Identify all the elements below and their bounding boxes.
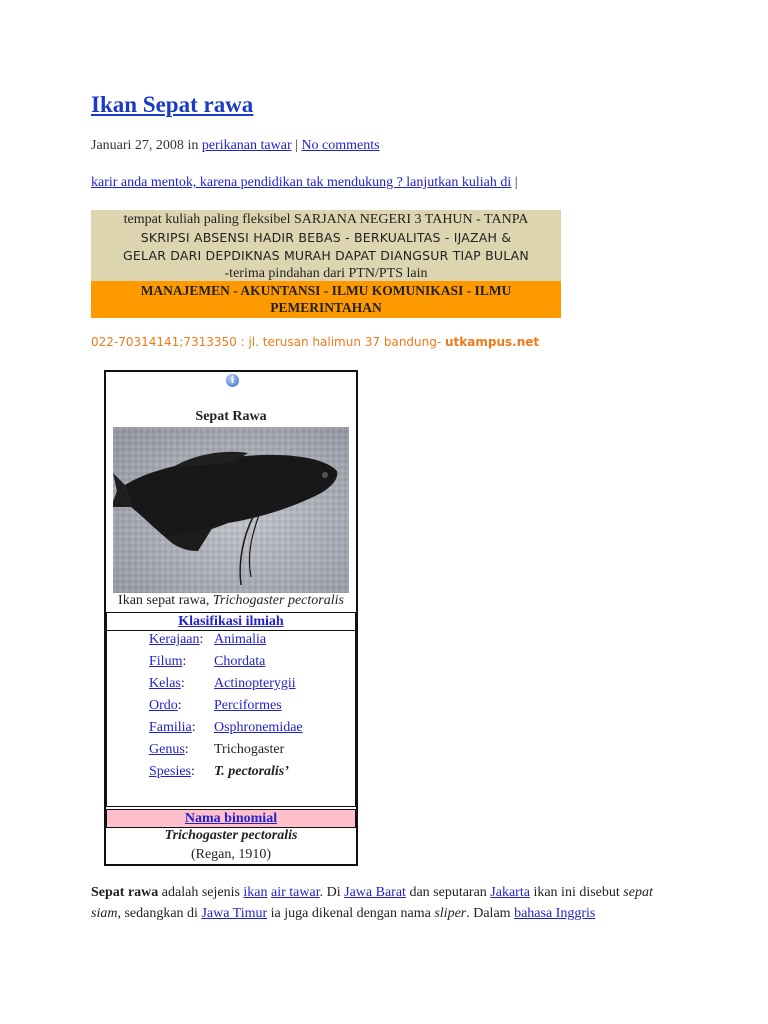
taxon-value-link[interactable]: Osphronemidae [214, 720, 303, 735]
link-bahasa-inggris[interactable]: bahasa Inggris [514, 906, 596, 921]
taxon-value: T. pectoralis’ [214, 764, 289, 779]
taxon-rank-link[interactable]: Familia [149, 720, 192, 735]
taxon-value-link[interactable]: Chordata [214, 654, 266, 669]
text: , sedangkan di [117, 906, 202, 921]
taxon-value-link[interactable]: Perciformes [214, 698, 282, 713]
ad-programs-line: MANAJEMEN - AKUNTANSI - ILMU KOMUNIKASI - ILMU [140, 283, 512, 298]
taxobox-title: Sepat Rawa [195, 409, 267, 424]
binomial-header [106, 809, 356, 828]
contact-site: utkampus.net [445, 335, 540, 349]
promo-link[interactable]: karir anda mentok, karena pendidikan tak mendukung ? lanjutkan kuliah di [91, 175, 512, 190]
ad-line: GELAR DARI DEPDIKNAS MURAH DAPAT DIANGSUR TIAP BULAN [123, 248, 529, 263]
article-paragraph [91, 882, 681, 924]
taxon-row: Ordo: Perciformes [149, 698, 282, 713]
text: dan seputaran [405, 885, 491, 900]
contact-line [91, 335, 539, 349]
taxon-rank-link[interactable]: Ordo [149, 698, 178, 713]
post-meta [91, 138, 380, 154]
term-bold: Sepat rawa [91, 885, 159, 900]
caption-text: Ikan sepat rawa, [118, 593, 213, 608]
taxon-row: Kerajaan: Animalia [149, 632, 267, 647]
text: adalah sejenis [158, 885, 244, 900]
taxon-row: Familia: Osphronemidae [149, 720, 303, 735]
taxon-row: Filum: Chordata [149, 654, 266, 669]
italic-term: sepat siam [91, 885, 653, 921]
promo-trailing: | [511, 175, 518, 190]
info-icon[interactable]: i [226, 374, 239, 387]
ad-line: -terima pindahan dari PTN/PTS lain [224, 266, 428, 281]
fish-photo[interactable] [113, 427, 349, 593]
post-title-link[interactable]: Ikan Sepat rawa [91, 92, 254, 117]
taxon-value-link[interactable]: Animalia [214, 632, 267, 647]
post-title [91, 92, 253, 118]
link-jakarta[interactable]: Jakarta [490, 885, 530, 900]
taxon-row: Spesies: T. pectoralis’ [149, 764, 289, 779]
classification-link[interactable]: Klasifikasi ilmiah [178, 614, 284, 629]
text: ikan ini disebut [529, 885, 624, 900]
classification-header [106, 612, 356, 631]
taxon-rank-link[interactable]: Filum [149, 654, 183, 669]
binomial-link[interactable]: Nama binomial [184, 811, 278, 826]
italic-term: sliper [434, 906, 467, 921]
link-air-tawar[interactable]: air tawar [271, 885, 320, 900]
caption-species: Trichogaster pectoralis [212, 593, 344, 608]
ad-programs-line: PEMERINTAHAN [270, 300, 382, 315]
comments-link[interactable]: No comments [301, 138, 380, 153]
link-jawa-barat[interactable]: Jawa Barat [344, 885, 406, 900]
promo-line [91, 175, 518, 191]
text: . Dalam [466, 906, 515, 921]
ad-line: SKRIPSI ABSENSI HADIR BEBAS - BERKUALITAS - IJAZAH & [140, 230, 512, 245]
taxon-rank-link[interactable]: Genus [149, 742, 185, 757]
ad-box[interactable] [91, 210, 561, 284]
taxon-value-link[interactable]: Actinopterygii [214, 676, 296, 691]
meta-in-text: in [183, 138, 202, 153]
link-ikan[interactable]: ikan [243, 885, 268, 900]
taxon-rank-link[interactable]: Kelas [149, 676, 181, 691]
category-link[interactable]: perikanan tawar [201, 138, 292, 153]
taxon-value: Trichogaster [214, 742, 285, 757]
contact-text: 022-70314141;7313350 : jl. terusan halimun 37 bandung- [91, 335, 446, 349]
meta-separator: | [291, 138, 302, 153]
binomial-author: (Regan, 1910) [190, 847, 272, 862]
taxon-rank-link[interactable]: Kerajaan [149, 632, 200, 647]
taxon-row: Kelas: Actinopterygii [149, 676, 296, 691]
text: ia juga dikenal dengan nama [267, 906, 435, 921]
ad-line: tempat kuliah paling fleksibel SARJANA NEGERI 3 TAHUN - TANPA [123, 212, 529, 227]
post-date: Januari 27, 2008 [91, 138, 184, 153]
ad-programs-box[interactable] [91, 281, 561, 318]
binomial-name: Trichogaster pectoralis [164, 828, 298, 843]
text: . Di [319, 885, 345, 900]
image-caption [106, 593, 356, 609]
taxon-rank-link[interactable]: Spesies [149, 764, 191, 779]
link-jawa-timur[interactable]: Jawa Timur [201, 906, 268, 921]
taxobox [104, 370, 358, 866]
classification-table [106, 630, 356, 807]
taxon-row: Genus: Trichogaster [149, 742, 285, 757]
